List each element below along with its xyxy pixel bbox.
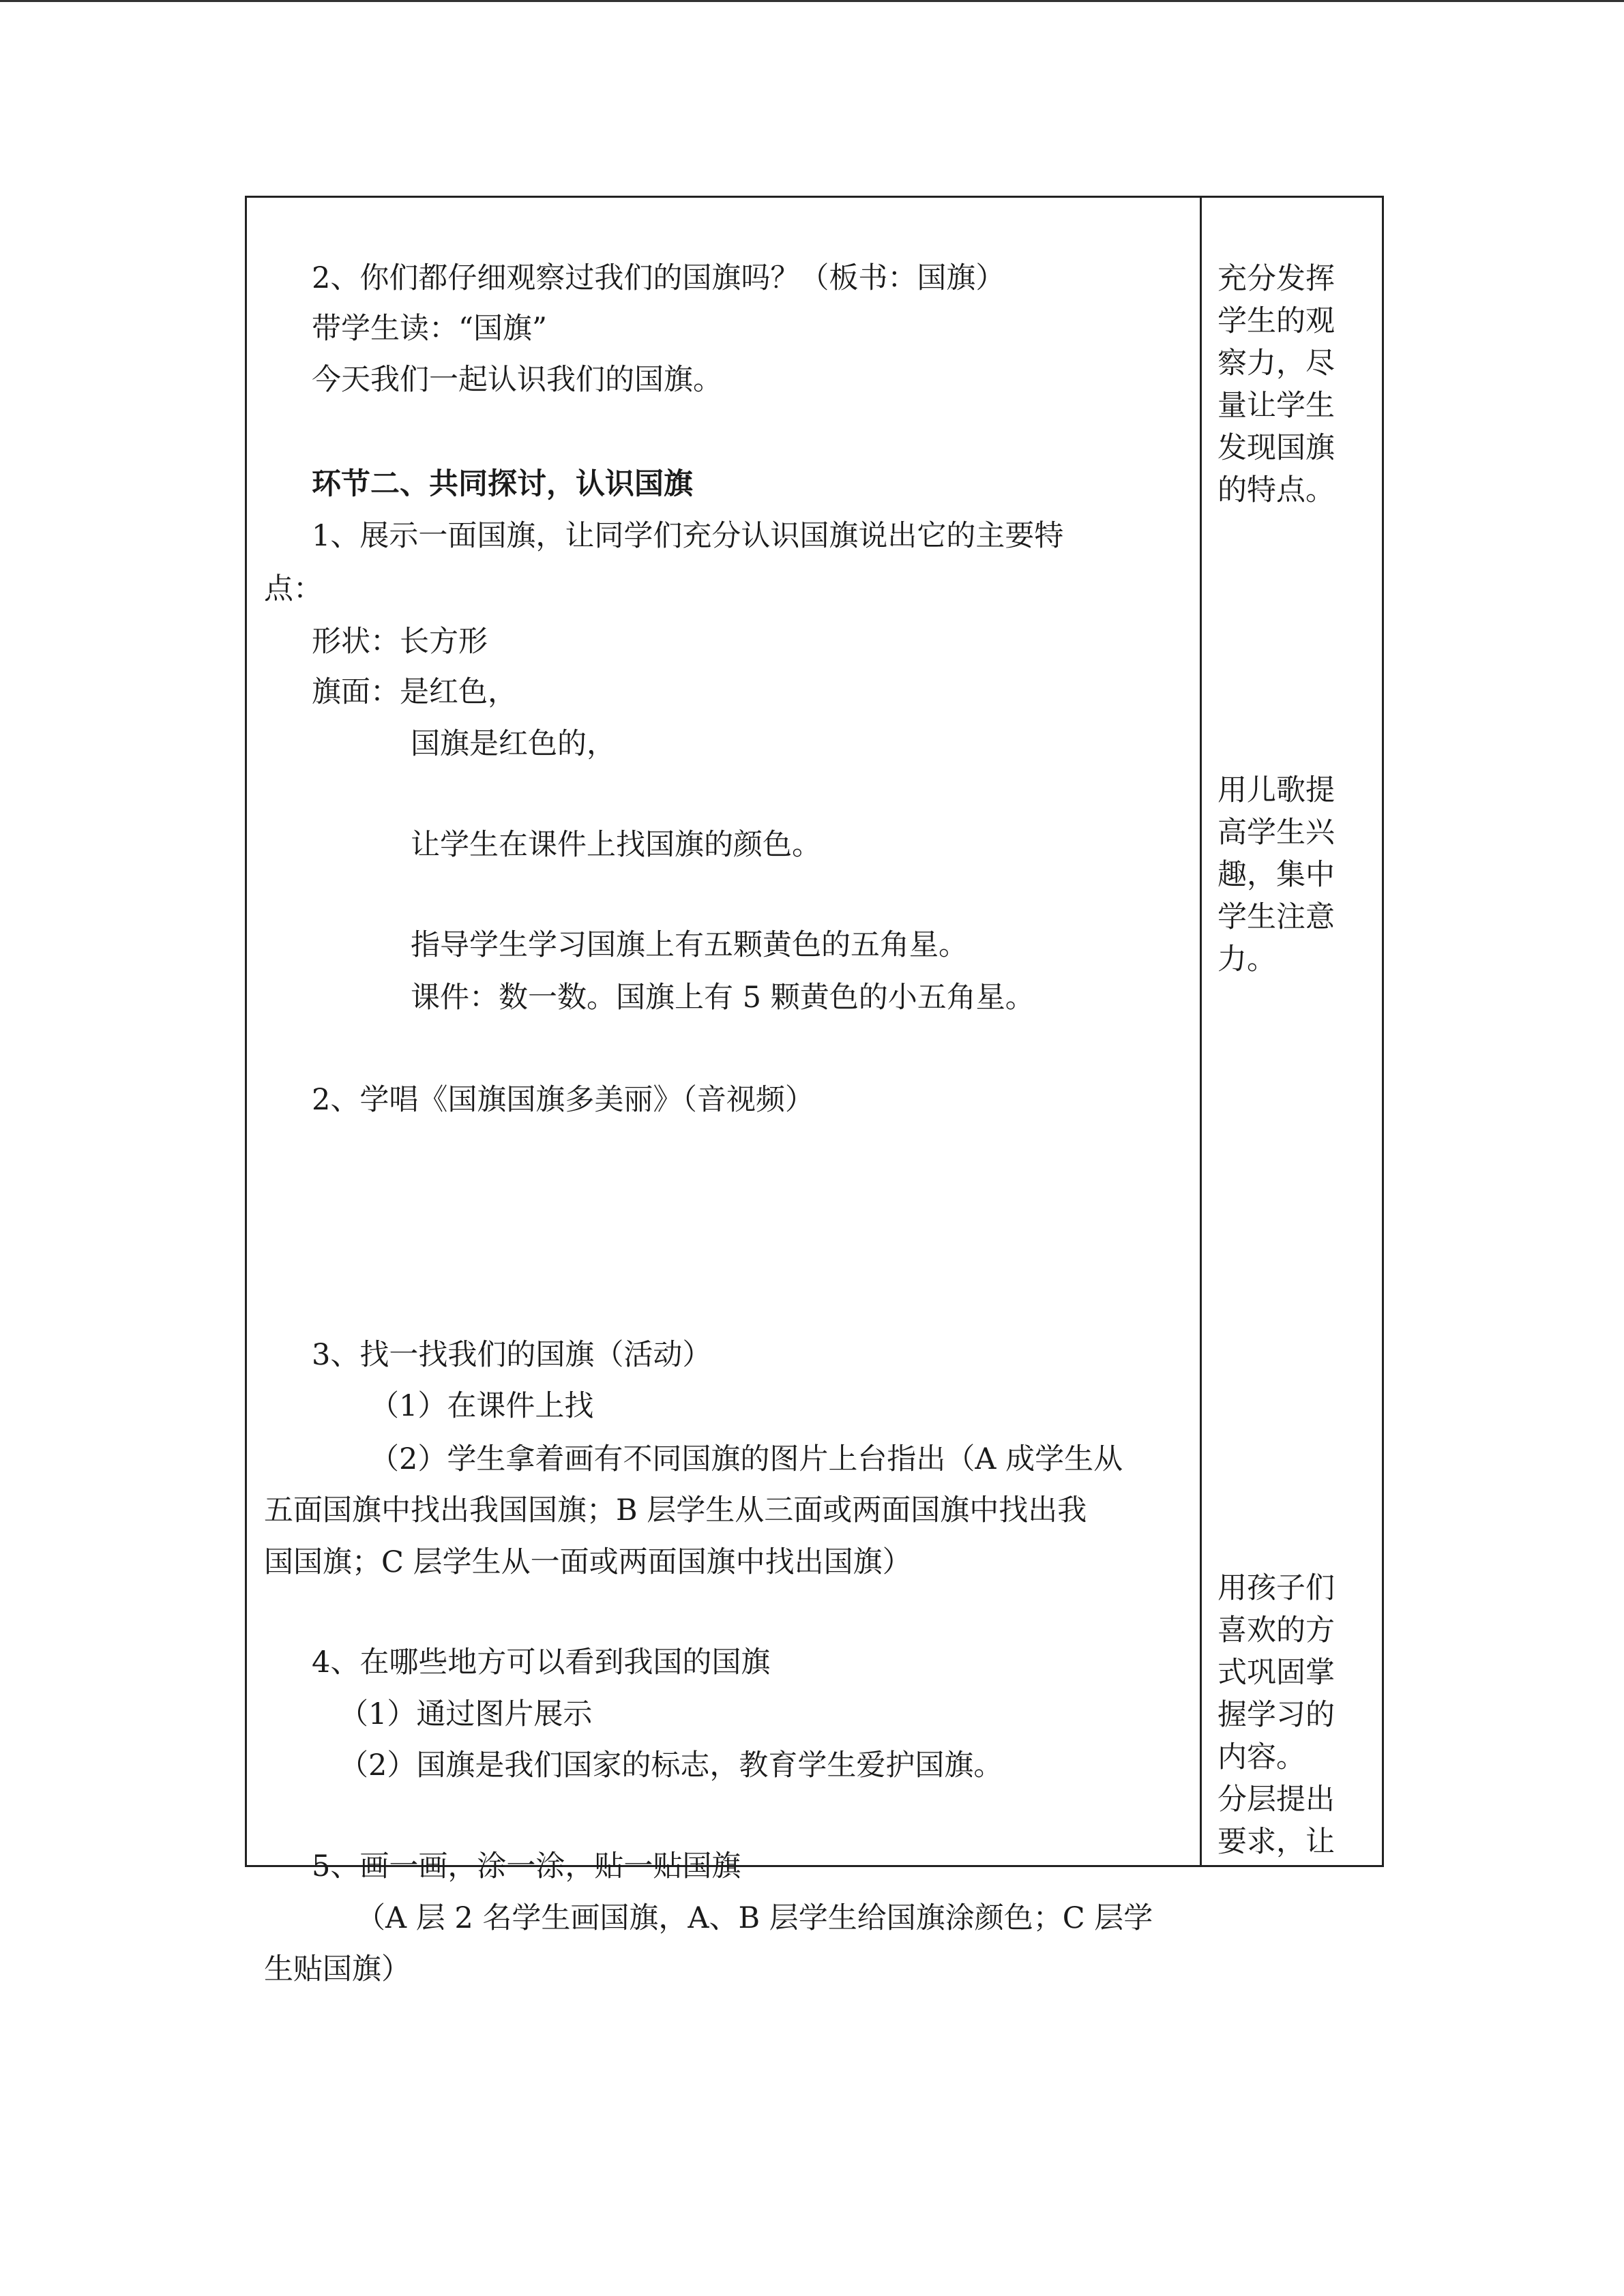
text-line: 3、找一找我们的国旗（活动） bbox=[312, 1338, 712, 1372]
text-line: 旗面：是红色， bbox=[312, 675, 517, 709]
text-line: （1）在课件上找 bbox=[370, 1389, 594, 1423]
lesson-plan-table bbox=[245, 196, 1384, 1986]
teaching-process-cell bbox=[247, 198, 1200, 1986]
text-line: 点： bbox=[264, 572, 323, 606]
text-line: 让学生在课件上找国旗的颜色。 bbox=[411, 828, 821, 862]
text-line: 2、学唱《国旗国旗多美丽》（音视频） bbox=[312, 1083, 814, 1117]
text-line: （2）学生拿着画有不同国旗的图片上台指出（A 成学生从 bbox=[370, 1442, 1123, 1476]
text-line: （1）通过图片展示 bbox=[339, 1697, 593, 1731]
text-line: 课件：数一数。国旗上有 5 颗黄色的小五角星。 bbox=[411, 981, 1035, 1015]
page-top-border bbox=[0, 0, 1624, 2]
text-line: 4、在哪些地方可以看到我国的国旗 bbox=[312, 1645, 771, 1680]
text-line: 指导学生学习国旗上有五颗黄色的五角星。 bbox=[411, 928, 968, 962]
side-note: 充分发挥 学生的观 察力，尽 量让学生 发现国旗 的特点。 bbox=[1217, 262, 1335, 507]
text-line: 国旗是红色的， bbox=[411, 727, 616, 761]
text-line: 1、展示一面国旗，让同学们充分认识国旗说出它的主要特 bbox=[312, 519, 1064, 553]
text-line: 生贴国旗） bbox=[264, 1952, 411, 1986]
side-note: 用儿歌提 高学生兴 趣，集中 学生注意 力。 bbox=[1217, 773, 1335, 976]
text-line: 五面国旗中找出我国国旗；B 层学生从三面或两面国旗中找出我 bbox=[264, 1493, 1087, 1527]
design-intent-cell bbox=[1202, 198, 1382, 1865]
text-line: 今天我们一起认识我们的国旗。 bbox=[312, 363, 722, 397]
side-note: 用孩子们 喜欢的方 式巩固掌 握学习的 内容。 分层提出 要求，让 bbox=[1217, 1571, 1335, 1859]
text-line: 2、你们都仔细观察过我们的国旗吗？（板书：国旗） bbox=[312, 261, 1005, 295]
text-line: 5、画一画，涂一涂，贴一贴国旗 bbox=[312, 1849, 741, 1883]
section-heading: 环节二、共同探讨，认识国旗 bbox=[312, 467, 693, 501]
text-line: 形状：长方形 bbox=[312, 625, 488, 659]
text-line: 带学生读：“国旗” bbox=[312, 312, 547, 346]
text-line: （2）国旗是我们国家的标志，教育学生爱护国旗。 bbox=[339, 1748, 1003, 1783]
text-line: 国国旗；C 层学生从一面或两面国旗中找出国旗） bbox=[264, 1545, 912, 1579]
text-line: （A 层 2 名学生画国旗，A、B 层学生给国旗涂颜色；C 层学 bbox=[356, 1901, 1153, 1935]
